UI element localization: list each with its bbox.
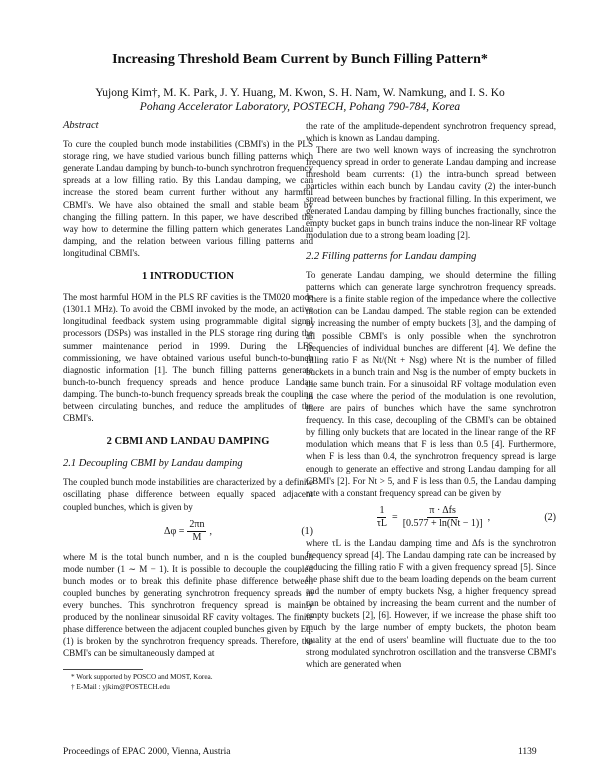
eq1-lhs: Δφ =: [164, 525, 185, 537]
right-paragraph-1: the rate of the amplitude-dependent synchrotron frequency spread, which is known as Landau damping.: [306, 121, 556, 144]
eq2-equals: =: [392, 511, 398, 523]
affiliation: Pohang Accelerator Laboratory, POSTECH, Pohang 790-784, Korea: [139, 101, 461, 113]
introduction-text: The most harmful HOM in the PLS RF cavities is the TM020 mode (1301.1 MHz). To avoid the CBMI invoked by the mode, an active longitudinal feedback system using programmable digital signal processors (DSPs) was installed in the PLS storage ring during the summer maintenance period in 1999. During the LFS commissioning, we have obtained various useful bunch-to-bunch diagnostic information [1]. The bunch filling patterns generate bunch-to-bunch frequency spreads and hence produce Landau damping. The bunch-to-bunch frequency spreads break the coupling between circulating bunches, and reduce the amplitudes of the CBMI's.: [63, 292, 313, 424]
eq1-number: (1): [301, 525, 313, 537]
eq2-numerator: π · Δfs: [429, 505, 456, 517]
equation-2: [306, 503, 556, 533]
section-2-1-paragraph-2: where M is the total bunch number, and n is the coupled bunch mode number (1 ∼ M − 1). It is possible to decouple the coupled bunch modes or to break this definite phase difference between coupled bunches by generating synchrotron frequency spreads in every bunches. This synchrotron frequency spread is mainly produced by the nonlinear sinusoidal RF cavity voltages. The finite phase difference between the adjacent coupled bunches given by Eq. (1) is broken by the synchrotron frequency spreads. Therefore, the CBMI's can be simultaneously damped at: [63, 551, 313, 659]
author-list: Yujong Kim†, M. K. Park, J. Y. Huang, M. Kwon, S. H. Nam, W. Namkung, and I. S. Ko: [95, 87, 505, 99]
eq2-lhs-denominator: τL: [376, 518, 388, 530]
eq2-suffix: ,: [487, 511, 491, 523]
equation-1: [63, 517, 313, 547]
footnote-2: † E-Mail : yjkim@POSTECH.edu: [71, 682, 170, 691]
section-2-2-paragraph-2: where τL is the Landau damping time and Δfs is the synchrotron frequency spread [4]. The Landau damping rate can be increased by reducing the filling ratio F with a given frequency spread [5]. Since the phase shift due to the beam loading depends on the beam current and the number of empty buckets Nsg, a higher frequency spread can be obtained by increasing the beam current and the number of empty buckets [2], [6]. However, if we increase the phase shift too much by the large number of empty buckets, the photon beam quality at the end of users' beamline will fluctuate due to the too strong modulated synchrotron oscillation and the transverse CBMI's which are generated when: [306, 537, 556, 669]
section-1-heading: 1 INTRODUCTION: [142, 271, 234, 283]
footnote-1: * Work supported by POSCO and MOST, Korea.: [71, 673, 213, 682]
subsection-2-1-heading: 2.1 Decoupling CBMI by Landau damping: [63, 458, 243, 470]
section-2-heading: 2 CBMI AND LANDAU DAMPING: [106, 436, 270, 448]
abstract-text: To cure the coupled bunch mode instabilities (CBMI's) in the PLS storage ring, we have studied various bunch filling patterns which generate Landau damping by bunch-to-bunch synchrotron frequency spreads at a low filling ratio. By this Landau damping, we can increase the stored beam current further without any harmful CBMI's. We have also obtained the small and stable beam by changing the filling pattern. In this paper, we have described the way how to determine the filling pattern which generates Landau damping, and the relation between various filling patterns and longitudinal CBMI's.: [63, 139, 313, 258]
footer-proceedings: Proceedings of EPAC 2000, Vienna, Austria: [63, 747, 231, 757]
abstract-heading: Abstract: [63, 120, 99, 131]
eq2-lhs-numerator: 1: [379, 505, 385, 517]
left-column: [63, 120, 313, 692]
footnote-rule: [63, 669, 143, 670]
footer-page-number: 1139: [518, 747, 537, 757]
eq1-fraction: [187, 519, 206, 544]
eq1-numerator: 2πn: [189, 519, 205, 531]
eq1-denominator: M: [192, 532, 202, 544]
right-column: [306, 120, 556, 670]
section-2-2-paragraph-1: To generate Landau damping, we should determine the filling patterns which can generate large synchrotron frequency spreads. There is a finite stable region of the impedance where the collective motion can be Landau damped. The stable region can be extended by increasing the number of empty buckets [3], and the damping of all possible CBMI's is only possible when the synchrotron frequencies of individual bunches are different [4]. We define the filling ratio F as Nt/(Nt + Nsg) where Nt is the number of filled buckets in a bunch train and Nsg is the number of empty buckets in the same bunch train. For a sinusoidal RF voltage modulation even in the case where the period of the modulation is one revolution, there are pairs of bunches which have the same synchrotron frequency. In this case, decoupling of the CBMI's can be obtained by filling only buckets that are located in the linear range of the RF modulation which means that F is less than 0.5 [4]. Furthermore, when F is less than 0.4, the synchrotron frequency spread is large enough to generate an effective and strong Landau damping for all CBMI's [2]. For Nt > 5, and F is less than 0.5, the Landau damping rate with a constant frequency spread can be given by: [306, 270, 556, 498]
eq2-denominator: [0.577 + ln(Nt − 1)]: [402, 518, 483, 530]
subsection-2-2-heading: 2.2 Filling patterns for Landau damping: [306, 250, 477, 262]
eq2-lhs-fraction: [375, 505, 389, 530]
paper-title: Increasing Threshold Beam Current by Bunch Filling Pattern*: [112, 52, 488, 67]
eq2-number: (2): [544, 511, 556, 523]
eq1-suffix: ,: [209, 525, 212, 537]
eq2-rhs-fraction: [401, 505, 485, 530]
section-2-1-paragraph-1: The coupled bunch mode instabilities are characterized by a definite oscillating phase difference between equally spaced adjacent coupled bunches, which is given by: [63, 477, 313, 512]
right-paragraph-2: There are two well known ways of increasing the synchrotron frequency spread in order to generate Landau damping and increase threshold beam currents: (1) the intra-bunch spread between particles within each bunch by Landau cavity (2) the inter-bunch spread between bunches by fractional filling. In this experiment, we generated Landau damping by filling bunches fractionally, since the empty bucket gaps in bunch trains induce the non-linear RF voltage modulation due to a strong beam loading [2].: [306, 145, 556, 240]
